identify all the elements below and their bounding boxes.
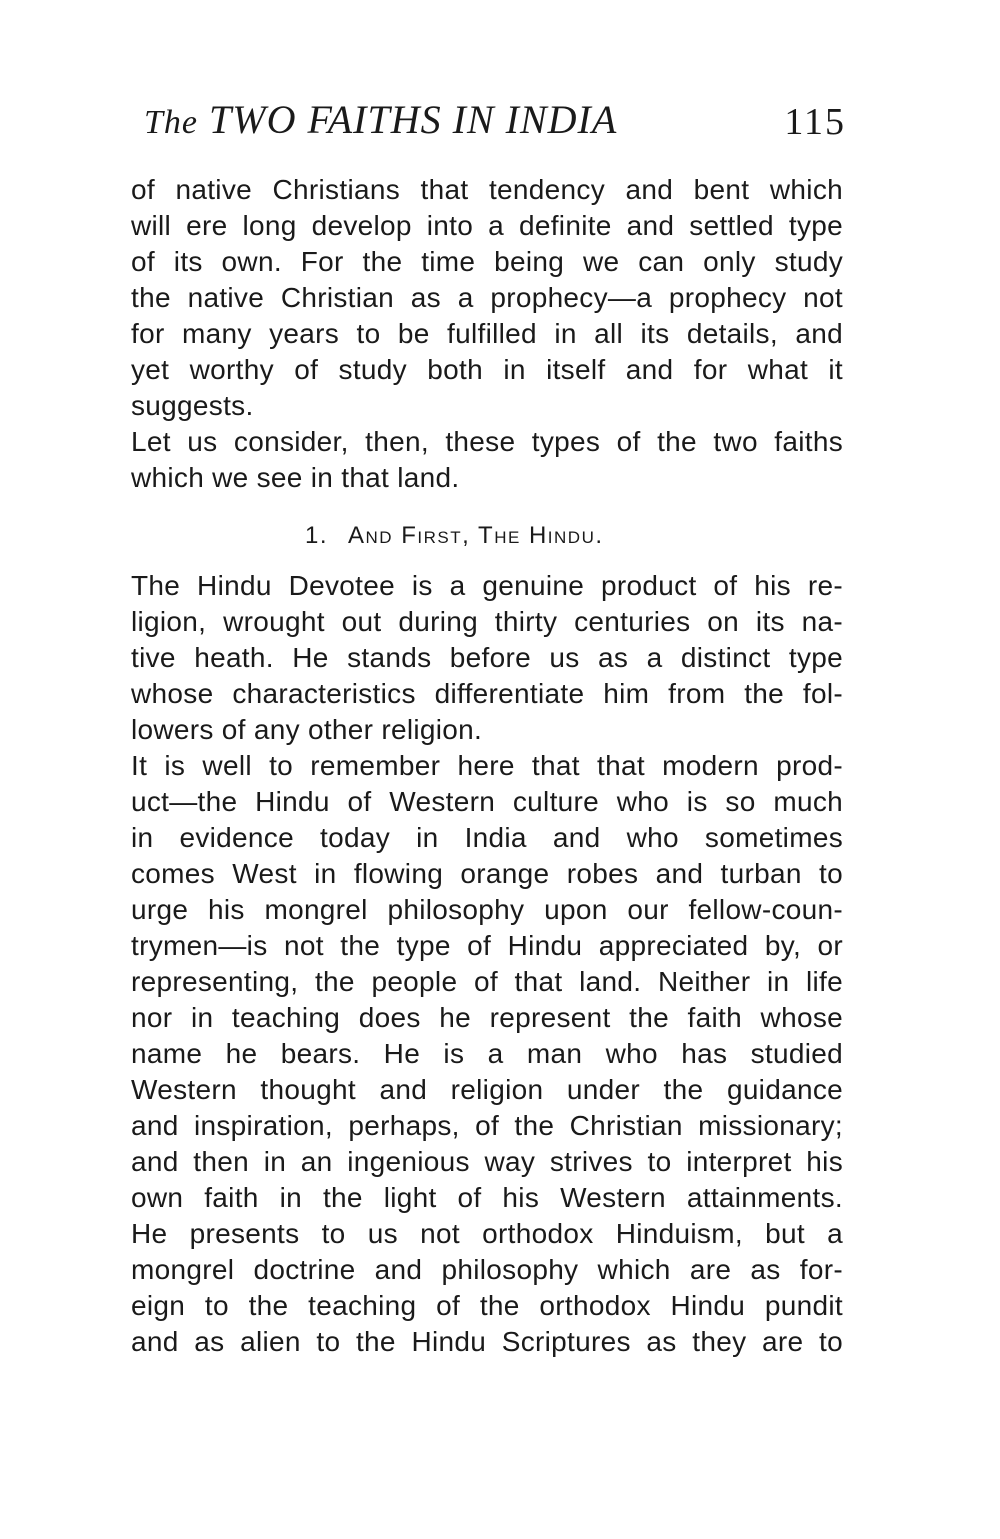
text-line: of native Christians that tendency and bent which xyxy=(131,174,843,205)
running-head-title: TWO FAITHS IN INDIA xyxy=(209,97,618,142)
text-line: uct—the Hindu of Western culture who is so much xyxy=(131,786,843,817)
text-line: name he bears. He is a man who has studied xyxy=(131,1038,843,1069)
text-line: and then in an ingenious way strives to interpret his xyxy=(131,1146,843,1177)
text-line: comes West in flowing orange robes and turban to xyxy=(131,858,843,889)
text-line: tive heath. He stands before us as a distinct type xyxy=(131,642,843,673)
text-line: and inspiration, perhaps, of the Christian missionary; xyxy=(131,1110,843,1141)
text-line: in evidence today in India and who sometimes xyxy=(131,822,843,853)
text-line: own faith in the light of his Western attainments. xyxy=(131,1182,843,1213)
text-line: ligion, wrought out during thirty centuries on its na- xyxy=(131,606,843,637)
page-number: 115 xyxy=(784,101,846,143)
text-line: lowers of any other religion. xyxy=(131,714,483,745)
text-line: He presents to us not orthodox Hinduism, but a xyxy=(131,1218,843,1249)
section-heading xyxy=(131,518,843,554)
text-line: trymen—is not the type of Hindu appreciated by, or xyxy=(131,930,843,961)
text-line: which we see in that land. xyxy=(131,462,460,493)
text-line: It is well to remember here that that modern prod- xyxy=(131,750,843,781)
body-text xyxy=(131,172,843,1360)
text-line: The Hindu Devotee is a genuine product of his re- xyxy=(131,570,843,601)
text-line: Western thought and religion under the guidance xyxy=(131,1074,843,1105)
text-line: will ere long develop into a definite and settled type xyxy=(131,210,843,241)
text-line: suggests. xyxy=(131,390,254,421)
text-line: and as alien to the Hindu Scriptures as they are to xyxy=(131,1326,843,1357)
text-line: eign to the teaching of the orthodox Hindu pundit xyxy=(131,1290,843,1321)
text-line: nor in teaching does he represent the faith whose xyxy=(131,1002,843,1033)
text-line: yet worthy of study both in itself and for what it xyxy=(131,354,843,385)
text-line: urge his mongrel philosophy upon our fellow-coun- xyxy=(131,894,843,925)
section-number: 1. xyxy=(305,522,329,549)
section-title: And First, The Hindu. xyxy=(348,522,604,549)
running-head-title-the: The xyxy=(144,104,198,141)
text-line: representing, the people of that land. Neither in life xyxy=(131,966,843,997)
text-line: whose characteristics differentiate him from the fol- xyxy=(131,678,843,709)
running-head xyxy=(144,96,854,146)
text-line: of its own. For the time being we can only study xyxy=(131,246,843,277)
text-line: mongrel doctrine and philosophy which are as for- xyxy=(131,1254,843,1285)
text-line: the native Christian as a prophecy—a prophecy not xyxy=(131,282,843,313)
text-line: for many years to be fulfilled in all its details, and xyxy=(131,318,843,349)
text-line: Let us consider, then, these types of the two faiths xyxy=(131,426,843,457)
